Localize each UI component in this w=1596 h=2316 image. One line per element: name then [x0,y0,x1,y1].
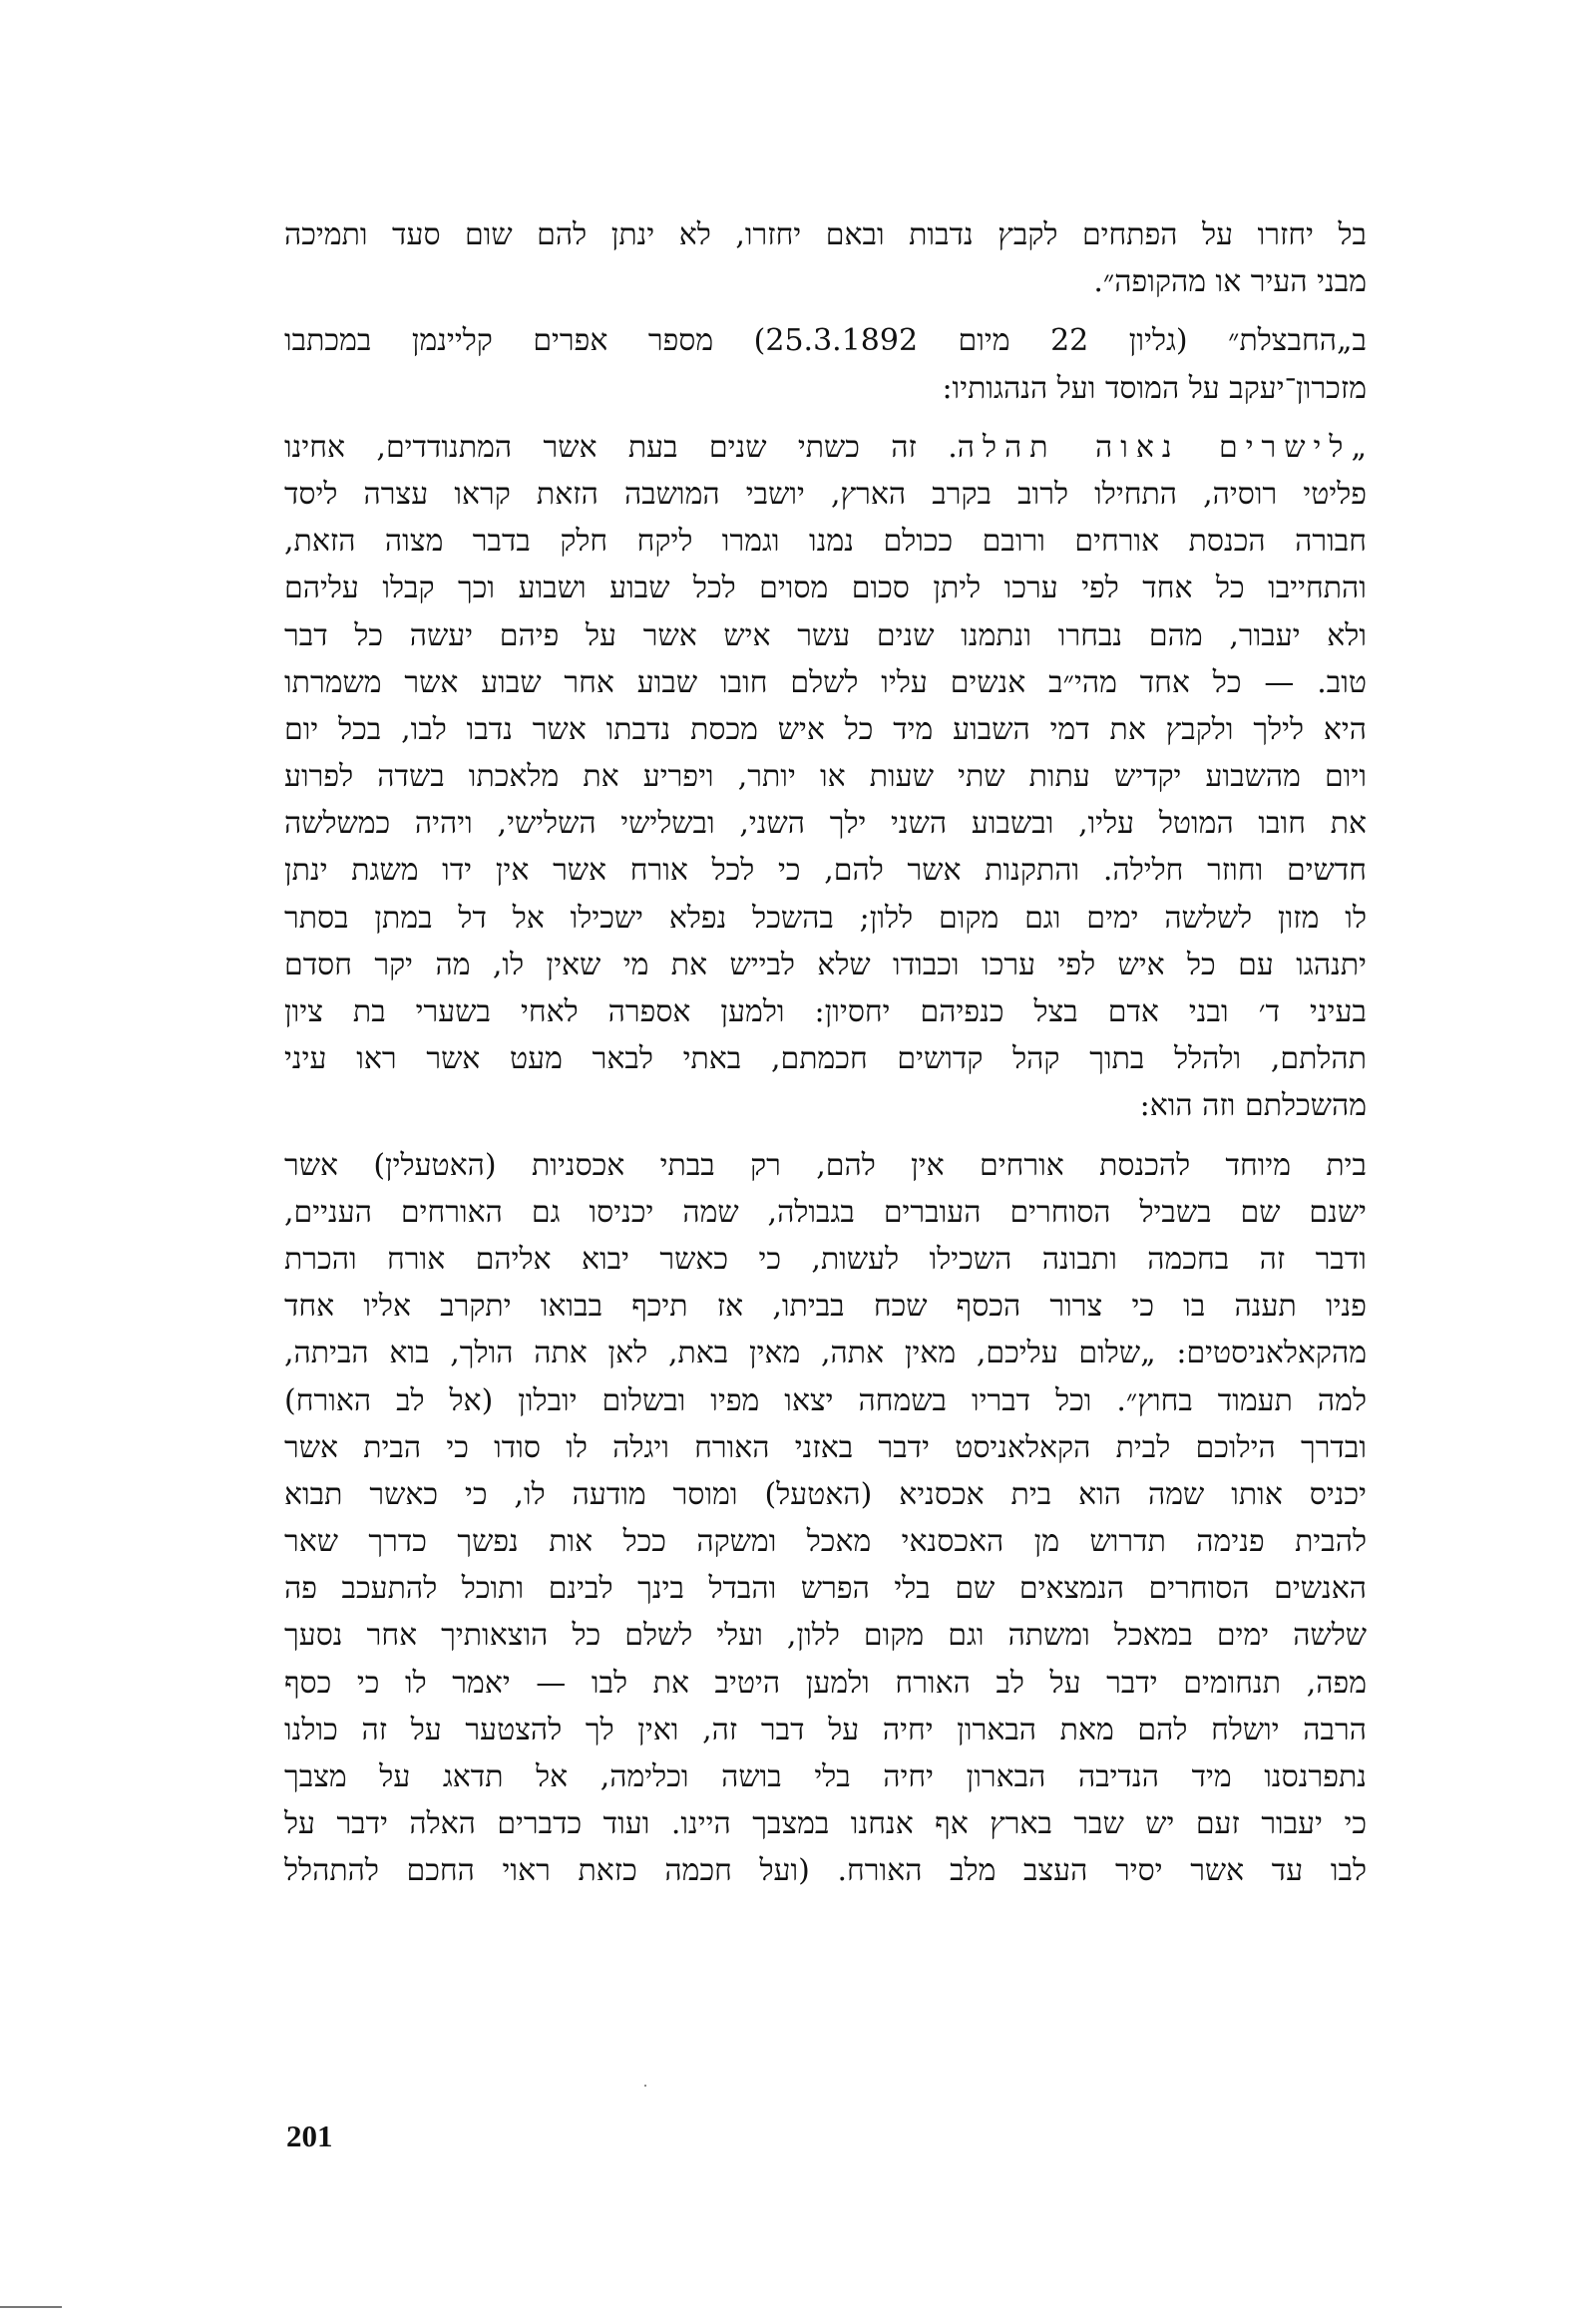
text-line: ובדרך הילוכם לבית הקאלאניסט ידבר באזני האורח ויגלה לו סודו כי הבית אשר [284,1429,1367,1465]
text-line: חדשים וחוזר חלילה. והתקנות אשר להם, כי לכל אורח אשר אין ידו משגת ינתן [284,853,1367,889]
text-line: והתחייבו כל אחד לפי ערכו ליתן סכום מסוים לכל שבוע ושבוע וכך קבלו עליהם [284,571,1367,606]
body-text [284,211,1367,1895]
text-line: ויום מהשבוע יקדיש עתות שתי שעות או יותר, ויפריע את מלאכתו בשדה לפרוע [284,759,1367,795]
text-line: לבו עד אשר יסיר העצב מלב האורח. (ועל חכמה כזאת ראוי החכם להתהלל [284,1853,1367,1889]
text-line: תהלתם, ולהלל בתוך קהל קדושים חכמתם, באתי לבאר מעט אשר ראו עיני [284,1041,1367,1077]
text-line: מהקאלאניסטים: „שלום עליכם, מאין אתה, מאין באת, לאן אתה הולך, בוא הביתה, [284,1336,1367,1371]
text-line: פליטי רוסיה, התחילו לרוב בקרב הארץ, יושבי המושבה הזאת קראו עצרה ליסד [284,476,1367,512]
text-line: את חובו המוטל עליו, ובשבוע השני ילך השני, ובשלישי השלישי, ויהיה כמשלשה [284,806,1367,842]
text-line: ודבר זה בחכמה ותבונה השכילו לעשות, כי כאשר יבוא אליהם אורח והכרת [284,1241,1367,1277]
text-line: בית מיוחד להכנסת אורחים אין להם, רק בבתי אכסניות (האטעלין) אשר [284,1147,1367,1183]
text-line: טוב. — כל אחד מהי״ב אנשים עליו לשלם חובו שבוע אחר שבוע אשר משמרתו [284,664,1367,700]
text-line: למה תעמוד בחוץ״. וכל דבריו בשמחה יצאו מפיו ובשלום יובלון (אל לב האורח) [284,1382,1367,1418]
text-line: מזכרון־יעקב על המוסד ועל הנהגותיו: [942,370,1367,406]
text-line: כי יעבור זעם יש שבר בארץ אף אנחנו במצבך היינו. ועוד כדברים האלה ידבר על [284,1806,1367,1842]
text-line: „לישרים נאוה תהלה. זה כשתי שנים בעת אשר המתנודדים, אחינו [284,429,1367,465]
paragraph-1 [284,211,1367,305]
text-line: להבית פנימה תדרוש מן האכסנאי מאכל ומשקה ככל אות נפשך כדרך שאר [284,1524,1367,1560]
text-line: ישנם שם בשביל הסוחרים העוברים בגבולה, שמה יכניסו גם האורחים העניים, [284,1194,1367,1230]
text-line: נתפרנסנו מיד הנדיבה הבארון יחיה בלי בושה וכלימה, אל תדאג על מצבך [284,1759,1367,1794]
text-line: הרבה יושלח להם מאת הבארון יחיה על דבר זה, ואין לך להצטער על זה כולנו [284,1712,1367,1747]
scan-edge-mark [0,2306,62,2308]
text-line: ולא יעבור, מהם נבחרו ונתמנו שנים עשר איש אשר על פיהם יעשה כל דבר [284,617,1367,653]
text-line: יתנהגו עם כל איש לפי ערכו וכבודו שלא לבייש את מי שאין לו, מה יקר חסדם [284,947,1367,982]
text-line: בעיני ד׳ ובני אדם בצל כנפיהם יחסיון: ולמען אספרה לאחי בשערי בת ציון [284,994,1367,1029]
text-line: פניו תענה בו כי צרור הכסף שכח בביתו, אז תיכף בבואו יתקרב אליו אחד [284,1289,1367,1325]
scan-speck [644,2085,646,2087]
text-line: בל יחזרו על הפתחים לקבץ נדבות ובאם יחזרו, לא ינתן להם שום סעד ותמיכה [284,217,1367,252]
text-line: היא לילך ולקבץ את דמי השבוע מיד כל איש מכסת נדבתו אשר נדבו לבו, בכל יום [284,711,1367,747]
paragraph-3-quote [284,424,1367,1130]
page-number: 201 [286,2119,333,2153]
paragraph-4 [284,1142,1367,1895]
text-line: מבני העיר או מהקופה״. [1093,264,1367,300]
text-line: שלשה ימים במאכל ומשתה וגם מקום ללון, ועלי לשלם כל הוצאותיך אחר נסעך [284,1618,1367,1654]
text-line: ב„החבצלת״ (גליון 22 מיום 25.3.1892) מספר אפרים קליינמן במכתבו [284,323,1367,359]
text-line: מפה, תנחומים ידבר על לב האורח ולמען היטיב את לבו — יאמר לו כי כסף [284,1665,1367,1701]
paragraph-2 [284,317,1367,411]
text-line: יכניס אותו שמה הוא בית אכסניא (האטעל) ומוסר מודעה לו, כי כאשר תבוא [284,1476,1367,1512]
spaced-phrase: לישרים נאוה תהלה [957,429,1352,465]
text-line: לו מזון לשלשה ימים וגם מקום ללון; בהשכל נפלא ישכילו אל דל במתן בסתר [284,900,1367,936]
text-line: האנשים הסוחרים הנמצאים שם בלי הפרש והבדל בינך לבינם ותוכל להתעכב פה [284,1571,1367,1607]
text-line: חבורה הכנסת אורחים ורובם ככולם נמנו וגמרו ליקח חלק בדבר מצוה הזאת, [284,524,1367,560]
text-line: מהשכלתם וזה הוא: [1139,1088,1367,1124]
